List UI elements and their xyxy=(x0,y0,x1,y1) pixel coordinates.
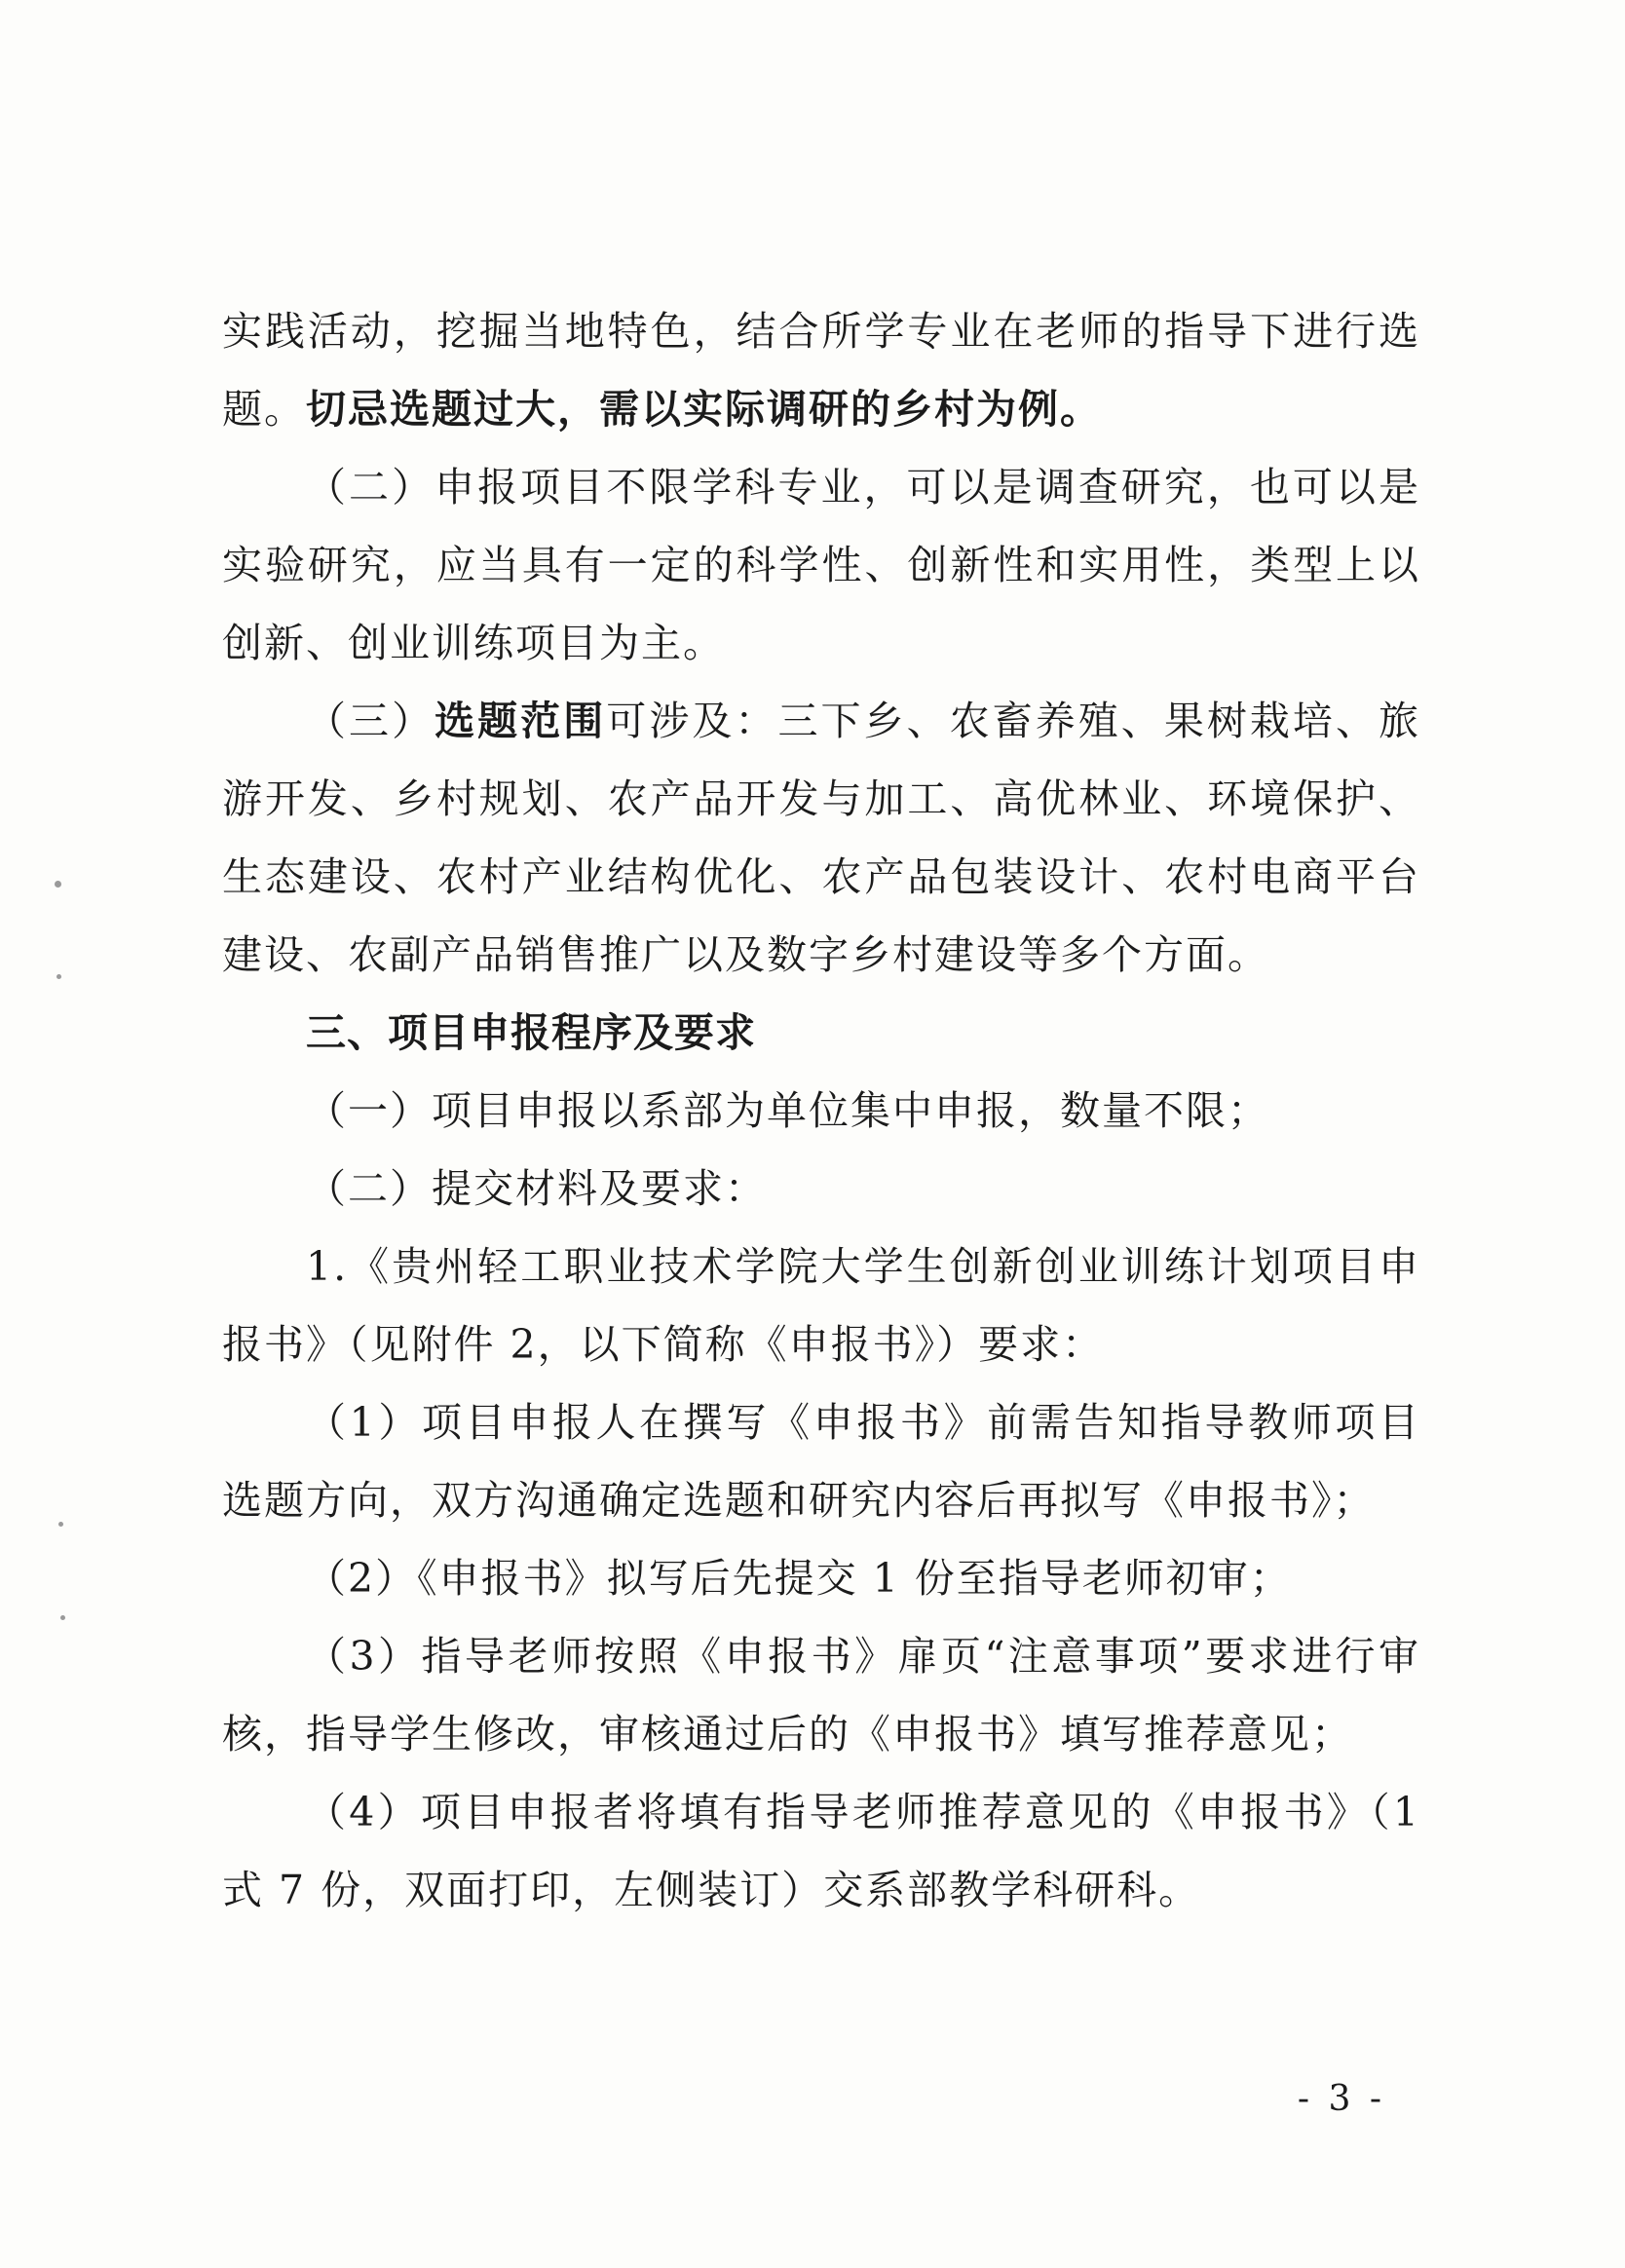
paragraph-1-text: 实践活动，挖掘当地特色，结合所学专业在老师的指导下进行选题。 xyxy=(222,308,1420,433)
paragraph-6: 1.《贵州轻工职业技术学院大学生创新创业训练计划项目申报书》（见附件 2，以下简称《申报书》）要求： xyxy=(222,1243,1420,1368)
page-number: - 3 - xyxy=(1297,2079,1385,2119)
scan-speck xyxy=(58,1522,63,1527)
paragraph-1-emphasis: 切忌选题过大，需以实际调研的乡村为例。 xyxy=(306,386,1102,433)
paragraph-3-prefix: （三） xyxy=(306,698,435,744)
paragraph-3-emphasis: 选题范围 xyxy=(435,698,607,744)
paragraph-1 xyxy=(222,292,1420,448)
paragraph-3 xyxy=(222,682,1420,994)
paragraph-10: （4）项目申报者将填有指导老师推荐意见的《申报书》（1 式 7 份，双面打印，左侧装订）交系部教学科研科。 xyxy=(222,1789,1420,1913)
scan-speck xyxy=(60,1615,65,1620)
scan-speck xyxy=(57,974,61,979)
paragraph-7: （1）项目申报人在撰写《申报书》前需告知指导教师项目选题方向，双方沟通确定选题和研究内容后再拟写《申报书》； xyxy=(222,1399,1420,1524)
scan-speck xyxy=(55,881,61,888)
paragraph-5: （二）提交材料及要求： xyxy=(306,1165,767,1212)
section-heading-3: 三、项目申报程序及要求 xyxy=(306,1009,756,1056)
paragraph-3-text: 可涉及：三下乡、农畜养殖、果树栽培、旅游开发、乡村规划、农产品开发与加工、高优林业、环境保护、生态建设、农村产业结构优化、农产品包装设计、农村电商平台建设、农副产品销售推广以及数字乡村建设等多个方面。 xyxy=(222,698,1421,978)
paragraph-4: （一）项目申报以系部为单位集中申报，数量不限； xyxy=(306,1087,1269,1134)
paragraph-9: （3）指导老师按照《申报书》扉页“注意事项”要求进行审核，指导学生修改，审核通过后的《申报书》填写推荐意见； xyxy=(222,1633,1420,1758)
paragraph-8: （2）《申报书》拟写后先提交 1 份至指导老师初审； xyxy=(306,1555,1292,1602)
paragraph-2: （二）申报项目不限学科专业，可以是调查研究，也可以是实验研究，应当具有一定的科学性、创新性和实用性，类型上以创新、创业训练项目为主。 xyxy=(222,464,1420,666)
document-body xyxy=(222,292,1420,1929)
